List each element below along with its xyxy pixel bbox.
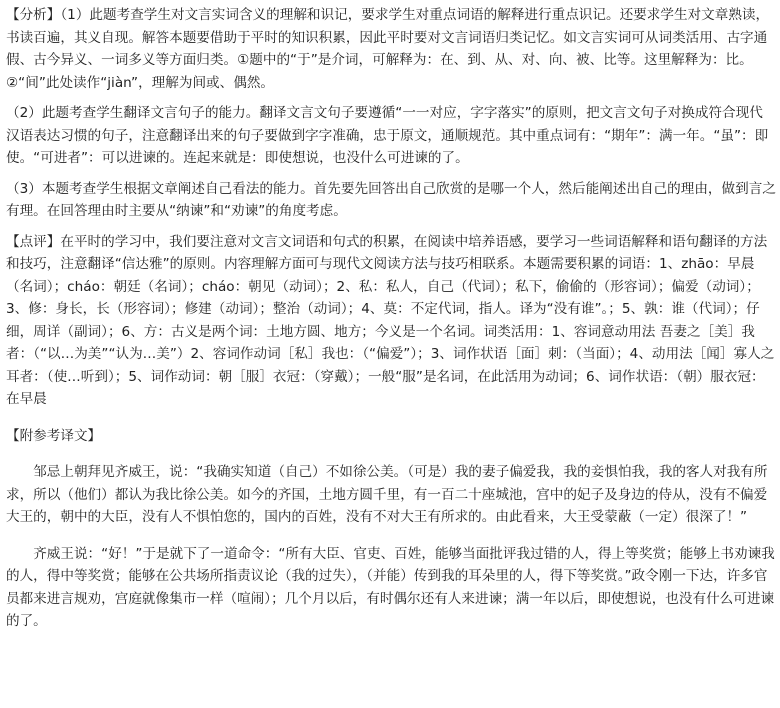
analysis-paragraph-1: 【分析】（1）此题考查学生对文言实词含义的理解和识记，要求学生对重点词语的解释进行重点识记。还要求学生对文章熟读，书读百遍，其义自现。解答本题要借助于平时的知识积累，因此平时要对文言词语归类记忆。如文言实词可从词类活用、古字通假、古今异义、一词多义等方面归类。①题中的“于”是介词，可解释为：在、到、从、对、向、被、比等。这里解释为：比。②“间”此处读作“jiàn”，理解为间或、偶然。 [6,7,770,91]
translation-heading: 【附参考译文】 [6,427,102,444]
analysis-paragraph-2: （2）此题考查学生翻译文言句子的能力。翻译文言文句子要遵循“一一对应，字字落实”的原则，把文言文句子对换成符合现代汉语表达习惯的句子，注意翻译出来的句子要做到字字准确，忠于原文，通顺规范。其中重点词有：“期年”：满一年。“虽”：即使。“可进者”：可以进谏的。连起来就是：即使想说，也没什么可进谏的了。 [6,105,769,166]
analysis-paragraph-3: （3）本题考查学生根据文章阐述自己看法的能力。首先要先回答出自己欣赏的是哪一个人，然后能阐述出自己的理由，做到言之有理。在回答理由时主要从“纳谏”和“劝谏”的角度考虑。 [6,180,776,219]
translation-paragraph-2: 齐威王说：“好！”于是就下了一道命令：“所有大臣、官吏、百姓，能够当面批评我过错的人，得上等奖赏；能够上书劝谏我的人，得中等奖赏；能够在公共场所指责议论（我的过失），（并能）传到我的耳朵里的人，得下等奖赏。”政令刚一下达，许多官员都来进言规劝，宫庭就像集市一样（喧闹）；几个月以后，有时偶尔还有人来进谏；满一年以后，即使想说，也没有什么可进谏的了。 [6,545,775,629]
translation-paragraph-1: 邹忌上朝拜见齐威王，说：“我确实知道（自己）不如徐公美。（可是）我的妻子偏爱我，我的妾惧怕我，我的客人对我有所求，所以（他们）都认为我比徐公美。如今的齐国，土地方圆千里，有一百二十座城池，宫中的妃子及身边的侍从，没有不偏爱大王的，朝中的大臣，没有人不惧怕您的，国内的百姓，没有不对大王有所求的。由此看来，大王受蒙蔽（一定）很深了！” [6,464,768,525]
comment-paragraph: 【点评】在平时的学习中，我们要注意对文言文词语和句式的积累，在阅读中培养语感，要学习一些词语解释和语句翻译的方法和技巧，注意翻译“信达雅”的原则。内容理解方面可与现代文阅读方法与技巧相联系。本题需要积累的词语：1、zhāo：早晨（名词）；cháo：朝廷（名词）；cháo：朝见（动词）；2、私：私人，自己（代词）；私下，偷偷的（形容词）；偏爱（动词）；3、修：身长，长（形容词）；修建（动词）；整治（动词）；4、莫：不定代词，指人。译为“没有谁”。；5、孰：谁（代词）；仔细，周详（副词）；6、方：古义是两个词：土地方圆、地方；今义是一个名词。词类活用：1、容词意动用法 吾妻之［美］我者：（“以…为美”“认为…美”）2、容词作动词［私］我也：（“偏爱”）；3、词作状语［面］刺：（当面）；4、动用法［闻］寡人之耳者：（使…听到）；5、词作动词：朝［服］衣冠：（穿戴）；一般“服”是名词，在此活用为动词；6、词作状语：（朝）服衣冠：在早晨 [6,233,775,407]
